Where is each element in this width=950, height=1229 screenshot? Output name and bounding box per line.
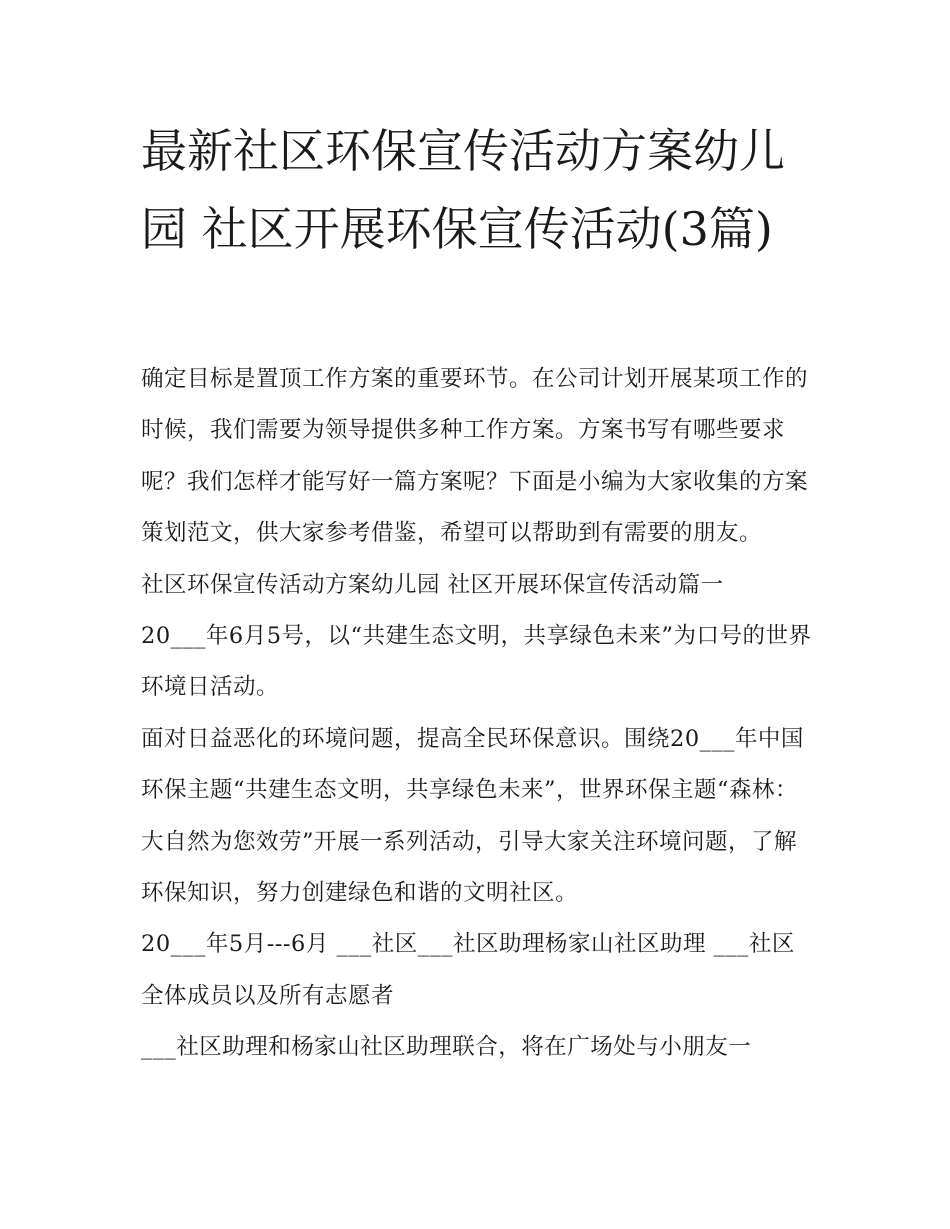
section-heading: 社区环保宣传活动方案幼儿园 社区开展环保宣传活动篇一 (141, 571, 724, 598)
document-title: 最新社区环保宣传活动方案幼儿园 社区开展环保宣传活动(3篇) (141, 124, 785, 256)
intro-paragraph: 确定目标是置顶工作方案的重要环节。在公司计划开展某项工作的时候，我们需要为领导提供多种工作方案。方案书写有哪些要求呢？我们怎样才能写好一篇方案呢？下面是小编为大家收集的方案策划范文，供大家参考借鉴，希望可以帮助到有需要的朋友。 (141, 366, 809, 547)
paragraph: 20___年6月5号，以“共建生态文明，共享绿色未来”为口号的世界环境日活动。 (141, 623, 812, 701)
paragraph: 20___年5月---6月 ___社区___社区助理杨家山社区助理 ___社区全体成员以及所有志愿者 (141, 931, 795, 1009)
paragraph: 面对日益恶化的环境问题，提高全民环保意识。围绕20___年中国环保主题“共建生态文明，共享绿色未来”，世界环保主题“森林：大自然为您效劳”开展一系列活动，引导大家关注环境问题，了解环保知识，努力创建绿色和谐的文明社区。 (141, 725, 804, 907)
document-body (141, 354, 813, 1074)
paragraph: ___社区助理和杨家山社区助理联合，将在广场处与小朋友一 (141, 1034, 752, 1061)
